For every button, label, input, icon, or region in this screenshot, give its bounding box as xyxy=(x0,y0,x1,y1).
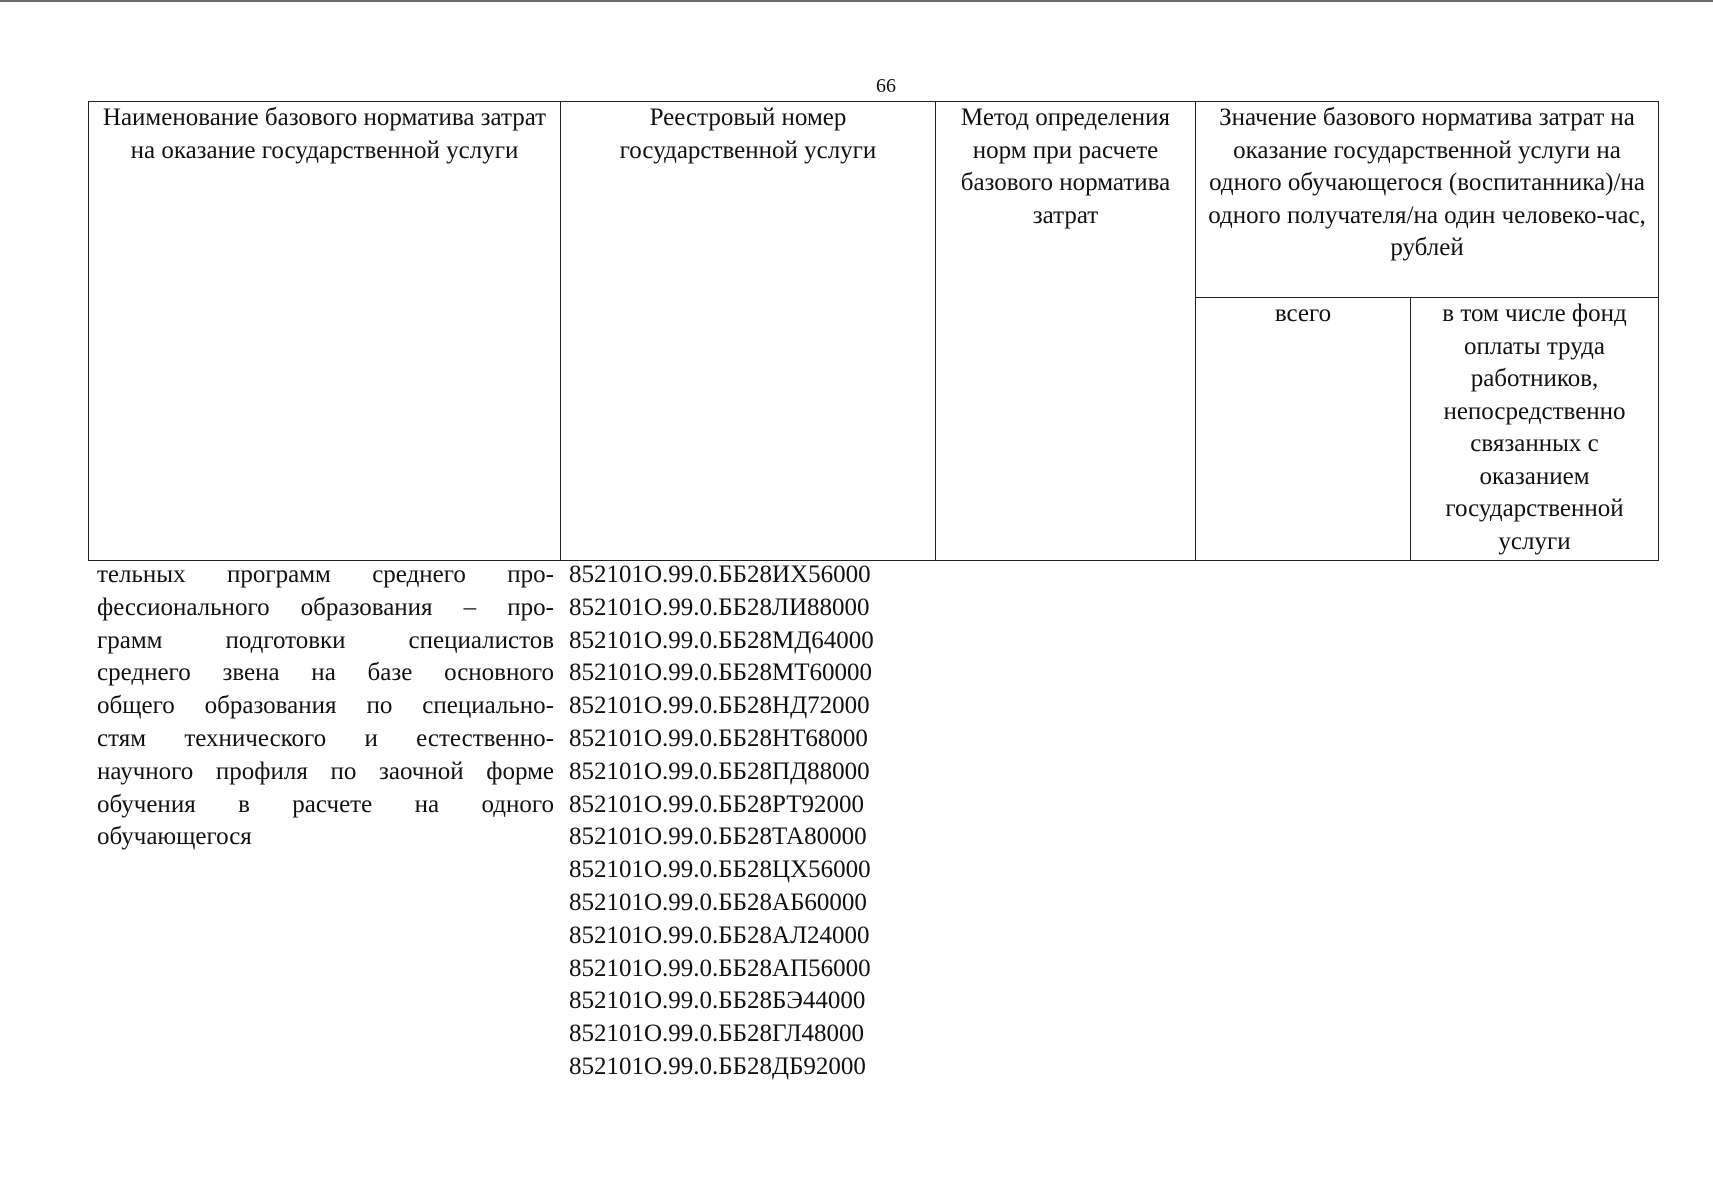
service-name-text xyxy=(97,559,554,854)
header-method: Метод определения норм при расчете базового норматива затрат xyxy=(936,102,1196,561)
header-wage-fund: в том числе фонд оплаты труда работников, непосредственно связанных с оказанием государственной услуги xyxy=(1411,298,1659,561)
text-line: обучающегося xyxy=(97,823,252,851)
text-line: грамм подготовки специалистов xyxy=(97,626,554,654)
registry-code: 852101О.99.0.ББ28ЛИ88000 xyxy=(569,593,870,621)
registry-code: 852101О.99.0.ББ28МТ60000 xyxy=(569,659,873,687)
header-service-name: Наименование базового норматива затрат на оказание государственной услуги xyxy=(89,102,561,561)
text-line: фессионального образования – про- xyxy=(97,593,554,621)
text-line: тельных программ среднего про- xyxy=(97,561,554,588)
text-line: стям технического и естественно- xyxy=(97,724,554,752)
text-line: среднего звена на базе основного xyxy=(97,659,554,687)
registry-code: 852101О.99.0.ББ28ПД88000 xyxy=(569,757,870,785)
registry-code: 852101О.99.0.ББ28ЦХ56000 xyxy=(569,856,871,884)
top-border-line xyxy=(0,0,1713,2)
text-line: общего образования по специально- xyxy=(97,692,554,720)
registry-code: 852101О.99.0.ББ28ИХ56000 xyxy=(569,561,871,588)
registry-code: 852101О.99.0.ББ28ДБ92000 xyxy=(569,1052,866,1080)
registry-code: 852101О.99.0.ББ28МД64000 xyxy=(569,626,874,654)
registry-code: 852101О.99.0.ББ28НД72000 xyxy=(569,692,870,720)
text-line: научного профиля по заочной форме xyxy=(97,757,554,785)
registry-code: 852101О.99.0.ББ28ТА80000 xyxy=(569,823,867,851)
registry-code: 852101О.99.0.ББ28РТ92000 xyxy=(569,790,864,818)
registry-code: 852101О.99.0.ББ28НТ68000 xyxy=(569,724,868,752)
header-total: всего xyxy=(1196,298,1411,561)
norm-table xyxy=(88,101,1659,561)
registry-code: 852101О.99.0.ББ28БЭ44000 xyxy=(569,987,866,1015)
text-line: обучения в расчете на одного xyxy=(97,790,554,818)
header-norm-value: Значение базового норматива затрат на оказание государственной услуги на одного обучающегося (воспитанника)/на одного получателя/на один человеко-час, рублей xyxy=(1196,102,1659,298)
registry-code: 852101О.99.0.ББ28АП56000 xyxy=(569,954,871,982)
registry-code: 852101О.99.0.ББ28ГЛ48000 xyxy=(569,1020,865,1048)
page-number: 66 xyxy=(876,75,896,97)
header-registry-number: Реестровый номер государственной услуги xyxy=(561,102,936,561)
registry-codes-list xyxy=(569,559,929,1084)
registry-code: 852101О.99.0.ББ28АБ60000 xyxy=(569,888,867,916)
registry-code: 852101О.99.0.ББ28АЛ24000 xyxy=(569,921,870,949)
